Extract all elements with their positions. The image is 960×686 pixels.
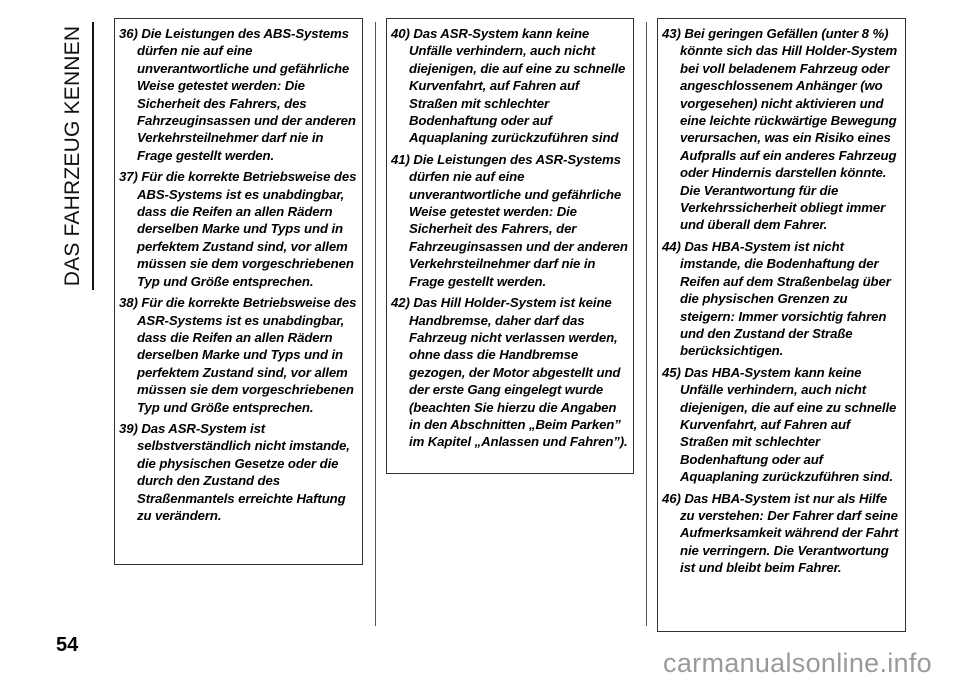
- section-title: [48, 22, 98, 290]
- warning-item-45: 45) Das HBA-System kann keine Unfälle verhindern, auch nicht diejenigen, die auf eine zu schnelle Kurvenfahrt, auf Fahren auf Straßen mit schlechter Bodenhaftung oder auf Aquaplaning zurückzuführen sind.: [662, 364, 897, 485]
- page-number: 54: [56, 634, 79, 656]
- warning-item-41: 41) Die Leistungen des ASR-Systems dürfen nie auf eine unverantwortliche und gefährliche Weise getestet werden: Die Sicherheit des Fahrers, der Fahrzeuginsassen und der anderen Verkehrsteilnehmer darf nie in Frage gestellt werden.: [391, 151, 628, 289]
- warning-box-2: [386, 18, 634, 474]
- warning-item-39: 39) Das ASR-System ist selbstverständlich nicht imstande, die physischen Gesetze oder die durch den Zustand des Straßenmantels erreichte Haftung zu verändern.: [119, 420, 350, 523]
- warning-box-3: [657, 18, 906, 632]
- warning-item-36: 36) Die Leistungen des ABS-Systems dürfen nie auf eine unverantwortliche und gefährliche Weise getestet werden: Die Sicherheit des Fahrers, des Fahrzeuginsassen und der anderen Verkehrsteilnehmer darf nie in Frage gestellt werden.: [119, 26, 356, 163]
- column-divider-right: [646, 22, 647, 626]
- watermark: carmanualsonline.info: [663, 648, 932, 678]
- warning-item-46: 46) Das HBA-System ist nur als Hilfe zu verstehen: Der Fahrer darf seine Aufmerksamkeit während der Fahrt nie verringern. Die Verantwortung ist und bleibt beim Fahrer.: [662, 490, 899, 576]
- section-title-rule: [92, 22, 94, 290]
- warning-item-42: 42) Das Hill Holder-System ist keine Handbremse, daher darf das Fahrzeug nicht verlassen werden, ohne dass die Handbremse gezogen, der Motor abgestellt und der erste Gang eingelegt wurde (beachten Sie hierzu die Angaben in den Abschnitten „Beim Parken” im Kapitel „Anlassen und Fahren”).: [391, 295, 628, 450]
- warning-item-44: 44) Das HBA-System ist nicht imstande, die Bodenhaftung der Reifen auf dem Straßenbelag über die physischen Grenzen zu steigern: Immer vorsichtig fahren und den Zustand der Straße berücksichtigen.: [662, 238, 891, 359]
- section-title-text: DAS FAHRZEUG KENNEN: [61, 25, 84, 287]
- warning-item-40: 40) Das ASR-System kann keine Unfälle verhindern, auch nicht diejenigen, die auf eine zu schnelle Kurvenfahrt, auf Fahren auf Straßen mit schlechter Bodenhaftung oder auf Aquaplaning zurückzuführen sind: [391, 26, 626, 146]
- column-divider-left: [375, 22, 376, 626]
- warning-item-43: 43) Bei geringen Gefällen (unter 8 %) könnte sich das Hill Holder-System bei voll beladenem Fahrzeug oder angeschlossenem Anhänger (wo vorgesehen) nicht aktivieren und eine leichte rückwärtige Bewegung verursachen, was ein Risiko eines Aufpralls auf ein anderes Fahrzeug oder Hindernis darstellen könnte. Die Verantwortung für die Verkehrssicherheit obliegt immer und überall dem Fahrer.: [662, 26, 898, 233]
- warning-box-1: [114, 18, 363, 565]
- warning-item-38: 38) Für die korrekte Betriebsweise des ASR-Systems ist es unabdingbar, dass die Reifen an allen Rädern derselben Marke und Typs und in perfektem Zustand sind, vor allem müssen sie dem vorgeschriebenen Typ und Größe entsprechen.: [119, 295, 357, 415]
- warning-item-37: 37) Für die korrekte Betriebsweise des ABS-Systems ist es unabdingbar, dass die Reifen an allen Rädern derselben Marke und Typs und in perfektem Zustand sind, vor allem müssen sie dem vorgeschriebenen Typ und Größe entsprechen.: [119, 169, 357, 289]
